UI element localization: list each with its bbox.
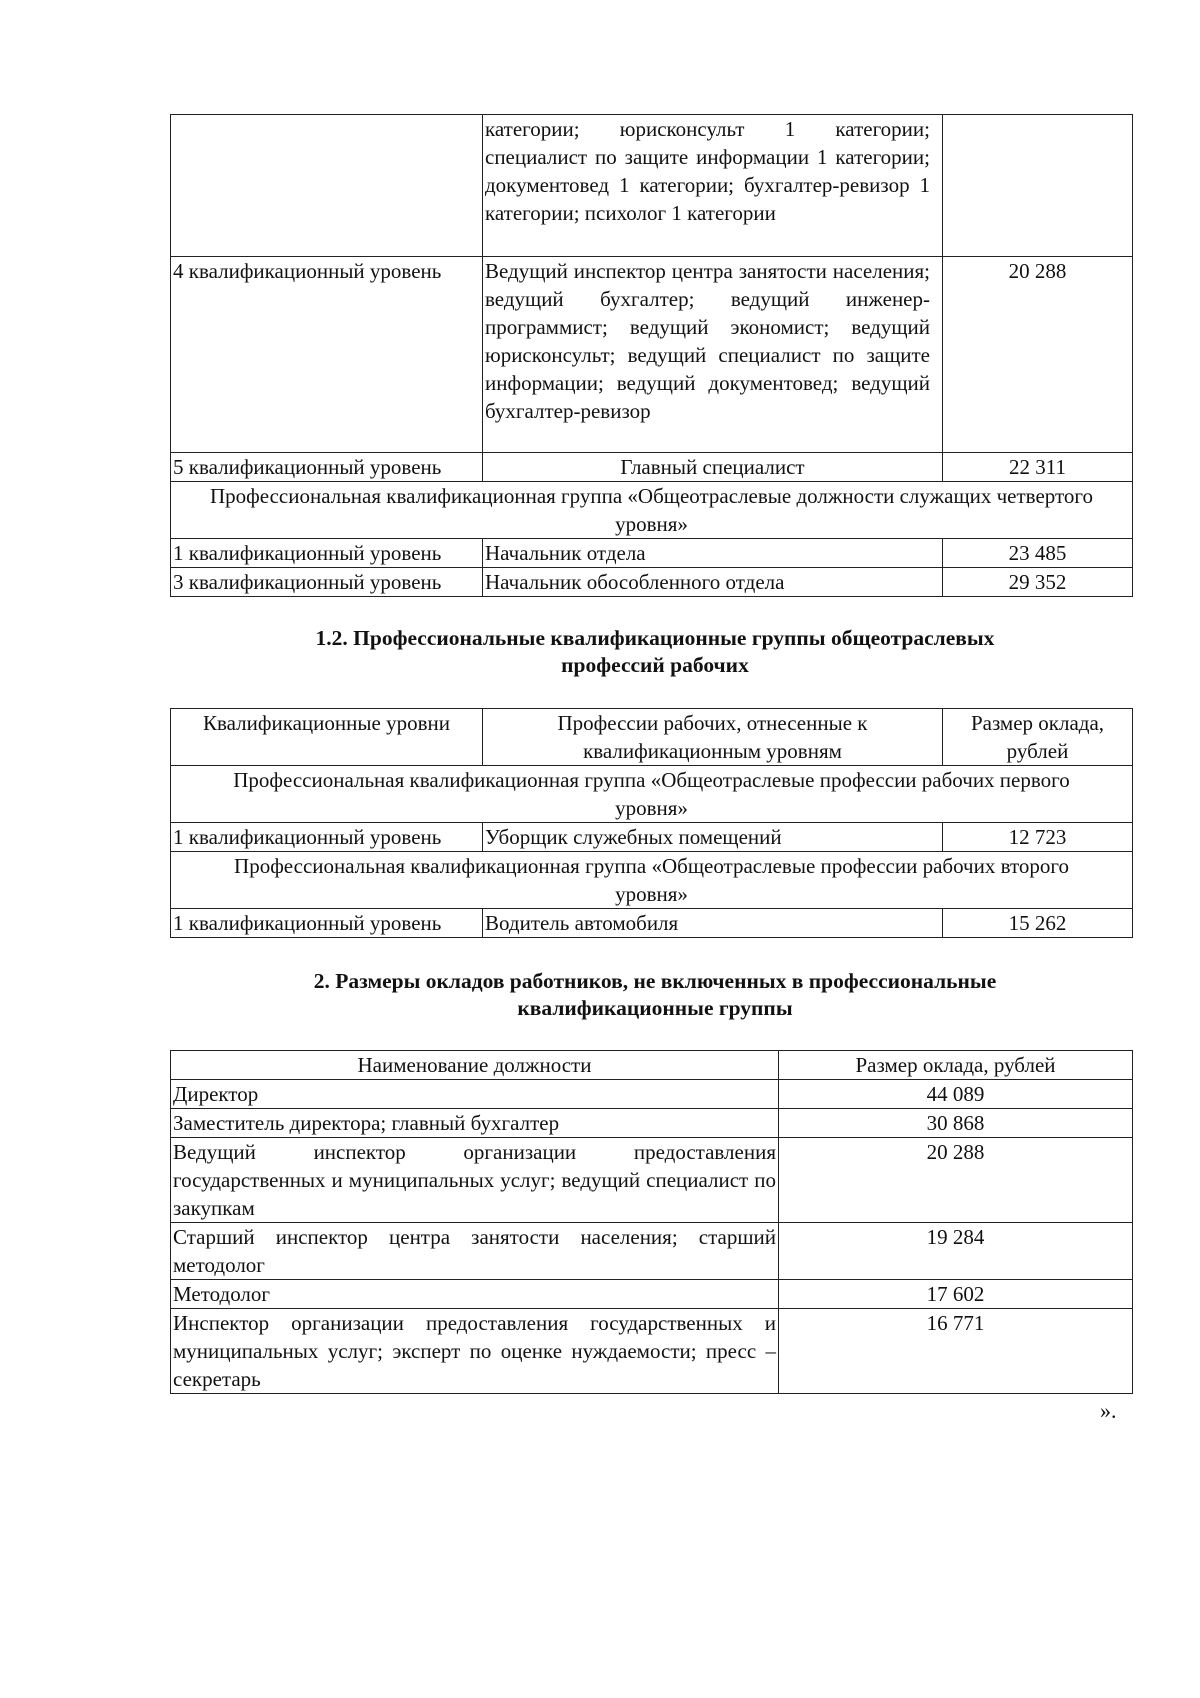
table-cell-positions: категории; юрисконсульт 1 категории; специалист по защите информации 1 категории; документовед 1 категории; бухгалтер-ревизор 1 категории; психолог 1 категории — [483, 115, 943, 257]
table-cell-position: Методолог — [171, 1280, 779, 1309]
table-row — [171, 1280, 1133, 1309]
table-cell-position: Инспектор организации предоставления государственных и муниципальных услуг; эксперт по оценке нуждаемости; пресс – секретарь — [171, 1309, 779, 1394]
table-cell-salary: 12 723 — [943, 823, 1133, 852]
table-cell-level: 3 квалификационный уровень — [171, 568, 483, 597]
closing-quote-mark: ». — [1100, 1398, 1117, 1423]
table-header-level: Квалификационные уровни — [171, 709, 483, 766]
table-cell-salary: 15 262 — [943, 909, 1133, 938]
table-cell-level: 4 квалификационный уровень — [171, 257, 483, 453]
table-cell-level: 1 квалификационный уровень — [171, 909, 483, 938]
section-title-2: 2. Размеры окладов работников, не включенных в профессиональные квалификационные группы — [313, 969, 997, 1020]
table-row — [171, 1109, 1133, 1138]
table-cell-position: Старший инспектор центра занятости населения; старший методолог — [171, 1223, 779, 1280]
table-cell-level: 1 квалификационный уровень — [171, 823, 483, 852]
table-cell-position: Директор — [171, 1080, 779, 1109]
table-cell-position: Заместитель директора; главный бухгалтер — [171, 1109, 779, 1138]
table-row — [171, 115, 1133, 257]
table-other-employees — [170, 1050, 1133, 1394]
table-employee-groups-continued — [170, 114, 1133, 597]
table-row — [171, 1309, 1133, 1394]
table-header-profession: Профессии рабочих, отнесенные к квалификационным уровням — [483, 709, 943, 766]
table-header-salary: Размер оклада, рублей — [943, 709, 1133, 766]
table-cell-profession: Уборщик служебных помещений — [483, 823, 943, 852]
table-cell-salary: 20 288 — [779, 1138, 1133, 1223]
table-cell-positions: Начальник обособленного отдела — [483, 568, 943, 597]
table-header-salary: Размер оклада, рублей — [779, 1051, 1133, 1080]
table-cell-position: Ведущий инспектор организации предоставления государственных и муниципальных услуг; ведущий специалист по закупкам — [171, 1138, 779, 1223]
table-cell-level: 1 квалификационный уровень — [171, 539, 483, 568]
table-group-header-row — [171, 852, 1133, 909]
table-cell-level — [171, 115, 483, 257]
table-header-position: Наименование должности — [171, 1051, 779, 1080]
table-cell-salary: 22 311 — [943, 453, 1133, 482]
table-header-row — [171, 1051, 1133, 1080]
table-row — [171, 823, 1133, 852]
table-row — [171, 1223, 1133, 1280]
table-cell-salary: 23 485 — [943, 539, 1133, 568]
table-cell-positions: Начальник отдела — [483, 539, 943, 568]
table-cell-positions: Ведущий инспектор центра занятости населения; ведущий бухгалтер; ведущий инженер-программист; ведущий экономист; ведущий юрисконсульт; ведущий специалист по защите информации; ведущий документовед; ведущий бухгалтер-ревизор — [483, 257, 943, 453]
table-group-header: Профессиональная квалификационная группа «Общеотраслевые профессии рабочих первого уровня» — [171, 766, 1133, 823]
table-row — [171, 568, 1133, 597]
table-cell-profession: Водитель автомобиля — [483, 909, 943, 938]
table-row — [171, 257, 1133, 453]
table-cell-salary: 29 352 — [943, 568, 1133, 597]
table-group-header: Профессиональная квалификационная группа «Общеотраслевые должности служащих четвертого уровня» — [171, 482, 1133, 539]
table-cell-salary: 19 284 — [779, 1223, 1133, 1280]
table-group-header-row — [171, 766, 1133, 823]
table-cell-salary — [943, 115, 1133, 257]
section-title-1-2: 1.2. Профессиональные квалификационные группы общеотраслевых профессий рабочих — [315, 626, 995, 677]
table-cell-salary: 17 602 — [779, 1280, 1133, 1309]
table-cell-salary: 16 771 — [779, 1309, 1133, 1394]
table-cell-level: 5 квалификационный уровень — [171, 453, 483, 482]
table-group-header-row — [171, 482, 1133, 539]
table-row — [171, 1080, 1133, 1109]
table-cell-positions: Главный специалист — [483, 453, 943, 482]
table-group-header: Профессиональная квалификационная группа «Общеотраслевые профессии рабочих второго уровня» — [171, 852, 1133, 909]
table-row — [171, 1138, 1133, 1223]
table-cell-salary: 44 089 — [779, 1080, 1133, 1109]
table-cell-salary: 20 288 — [943, 257, 1133, 453]
table-row — [171, 909, 1133, 938]
table-row — [171, 539, 1133, 568]
table-row — [171, 453, 1133, 482]
table-cell-salary: 30 868 — [779, 1109, 1133, 1138]
table-header-row — [171, 709, 1133, 766]
table-worker-professions — [170, 708, 1133, 938]
